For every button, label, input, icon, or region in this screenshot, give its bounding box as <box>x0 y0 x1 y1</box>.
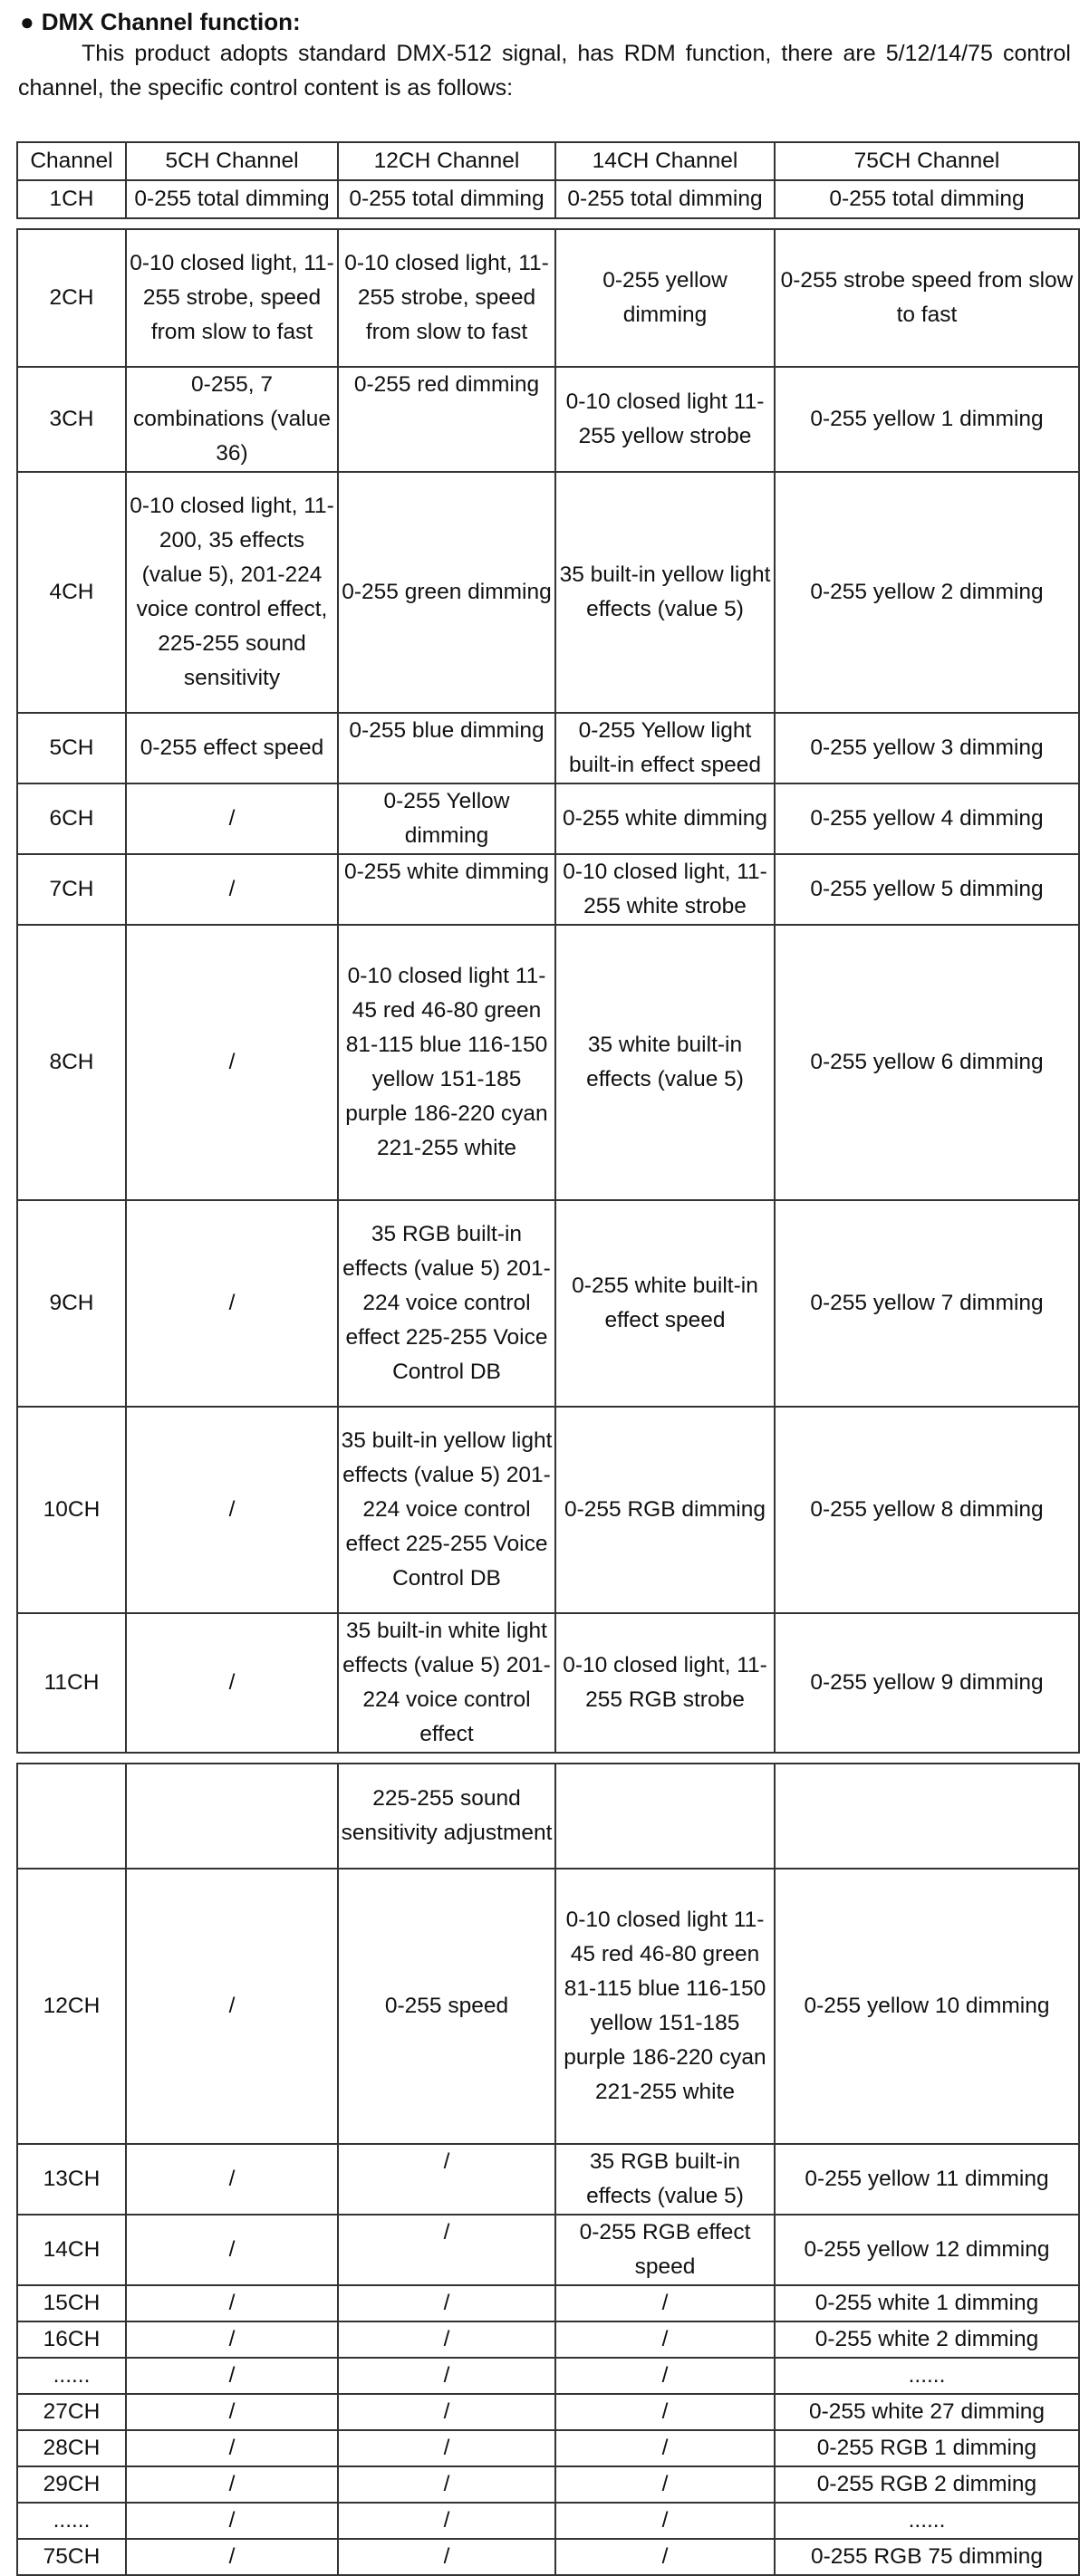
table-cell: 0-255 yellow 7 dimming <box>775 1200 1079 1407</box>
channel-cell: 4CH <box>17 472 126 713</box>
table-cell: 0-255, 7 combinations (value 36) <box>126 367 338 472</box>
table-row <box>17 1613 1079 1753</box>
table-cell: 0-255 RGB 2 dimming <box>775 2466 1079 2503</box>
table-row <box>17 2430 1079 2466</box>
header-cell: 5CH Channel <box>126 142 338 180</box>
table-row <box>17 2144 1079 2215</box>
table-cell: 35 RGB built-in effects (value 5) 201-224 voice control effect 225-255 Voice Control DB <box>338 1200 555 1407</box>
table-cell: 0-10 closed light, 11-255 strobe, speed from slow to fast <box>126 229 338 367</box>
table-cell: / <box>555 2539 775 2575</box>
section-heading <box>20 4 301 40</box>
channel-cell: 12CH <box>17 1869 126 2144</box>
table-cell: / <box>338 2503 555 2539</box>
table-cell: / <box>126 2358 338 2394</box>
table-cell: 0-255 white dimming <box>555 783 775 854</box>
table-cell: 0-255 total dimming <box>555 180 775 218</box>
header-cell: 12CH Channel <box>338 142 555 180</box>
channel-cell: 28CH <box>17 2430 126 2466</box>
table-cell: / <box>126 1407 338 1613</box>
table-row <box>17 2503 1079 2539</box>
table-cell: 0-255 white 27 dimming <box>775 2394 1079 2430</box>
table-row <box>17 2539 1079 2575</box>
table-cell: / <box>555 2503 775 2539</box>
table-cell: 0-255 green dimming <box>338 472 555 713</box>
channel-cell: 10CH <box>17 1407 126 1613</box>
table-gap <box>17 218 1079 229</box>
table-cell: / <box>338 2215 555 2285</box>
table-cell: / <box>338 2394 555 2430</box>
table-cell: 0-255 total dimming <box>126 180 338 218</box>
table-cell: / <box>555 2321 775 2358</box>
table-cell: / <box>555 2394 775 2430</box>
table-cell: 0-255 total dimming <box>775 180 1079 218</box>
table-cell: / <box>338 2466 555 2503</box>
channel-cell: 27CH <box>17 2394 126 2430</box>
table-cell: 0-255 blue dimming <box>338 713 555 783</box>
table-cell: 35 built-in yellow light effects (value 5) <box>555 472 775 713</box>
channel-cell: 11CH <box>17 1613 126 1753</box>
table-cell: / <box>126 1200 338 1407</box>
section-title: DMX Channel function: <box>41 8 301 35</box>
table-cell: / <box>338 2321 555 2358</box>
table-cell: ...... <box>775 2358 1079 2394</box>
table-cell: / <box>555 2466 775 2503</box>
channel-cell: 7CH <box>17 854 126 925</box>
header-cell: Channel <box>17 142 126 180</box>
table-cell: 0-10 closed light, 11-200, 35 effects (value 5), 201-224 voice control effect, 225-255 sound sensitivity <box>126 472 338 713</box>
table-cell: 0-255 yellow 11 dimming <box>775 2144 1079 2215</box>
table-cell: 0-255 Yellow light built-in effect speed <box>555 713 775 783</box>
header-cell: 14CH Channel <box>555 142 775 180</box>
table-cell: / <box>126 2539 338 2575</box>
table-cell: / <box>126 2285 338 2321</box>
channel-cell: 75CH <box>17 2539 126 2575</box>
channel-cell: 1CH <box>17 180 126 218</box>
table-cell: 0-10 closed light 11-45 red 46-80 green 81-115 blue 116-150 yellow 151-185 purple 186-220 cyan 221-255 white <box>555 1869 775 2144</box>
table-cell: 0-255 RGB 75 dimming <box>775 2539 1079 2575</box>
table-row <box>17 180 1079 218</box>
table-cell: ...... <box>775 2503 1079 2539</box>
channel-cell: ...... <box>17 2503 126 2539</box>
table-cell: 35 built-in white light effects (value 5) 201-224 voice control effect <box>338 1613 555 1753</box>
table-cell: 0-255 total dimming <box>338 180 555 218</box>
table-cell: 0-255 RGB 1 dimming <box>775 2430 1079 2466</box>
table-row <box>17 925 1079 1200</box>
header-cell: 75CH Channel <box>775 142 1079 180</box>
table-cell: / <box>555 2285 775 2321</box>
table-cell: 0-255 white built-in effect speed <box>555 1200 775 1407</box>
table-row <box>17 1764 1079 1869</box>
channel-cell: 6CH <box>17 783 126 854</box>
table-row <box>17 2215 1079 2285</box>
table-cell: 0-255 speed <box>338 1869 555 2144</box>
table-cell: 35 RGB built-in effects (value 5) <box>555 2144 775 2215</box>
table-cell: 225-255 sound sensitivity adjustment <box>338 1764 555 1869</box>
dmx-table-wrapper <box>16 141 1078 2576</box>
table-cell: / <box>338 2430 555 2466</box>
channel-cell <box>17 1764 126 1869</box>
channel-cell: 16CH <box>17 2321 126 2358</box>
table-cell: / <box>126 783 338 854</box>
table-cell: 35 built-in yellow light effects (value 5) 201-224 voice control effect 225-255 Voice Control DB <box>338 1407 555 1613</box>
table-cell: / <box>338 2144 555 2215</box>
table-cell: / <box>126 2321 338 2358</box>
table-cell: 0-255 yellow dimming <box>555 229 775 367</box>
channel-cell: 9CH <box>17 1200 126 1407</box>
table-cell: 0-255 RGB dimming <box>555 1407 775 1613</box>
table-cell: 0-255 strobe speed from slow to fast <box>775 229 1079 367</box>
table-row <box>17 854 1079 925</box>
table-row <box>17 713 1079 783</box>
table-cell: / <box>338 2539 555 2575</box>
channel-cell: ...... <box>17 2358 126 2394</box>
table-row <box>17 1200 1079 1407</box>
table-cell: 0-10 closed light 11-45 red 46-80 green 81-115 blue 116-150 yellow 151-185 purple 186-220 cyan 221-255 white <box>338 925 555 1200</box>
table-cell: / <box>126 854 338 925</box>
table-row <box>17 2394 1079 2430</box>
table-cell: 0-10 closed light, 11-255 RGB strobe <box>555 1613 775 1753</box>
table-cell: / <box>338 2358 555 2394</box>
table-cell: 0-255 yellow 10 dimming <box>775 1869 1079 2144</box>
table-cell: / <box>126 2466 338 2503</box>
dmx-channel-table <box>16 141 1080 2576</box>
table-cell: / <box>126 1613 338 1753</box>
table-cell: 0-255 yellow 1 dimming <box>775 367 1079 472</box>
table-row <box>17 472 1079 713</box>
table-row <box>17 2466 1079 2503</box>
table-cell <box>126 1764 338 1869</box>
table-cell: / <box>126 2503 338 2539</box>
gap-cell <box>17 1753 1079 1764</box>
table-cell: / <box>338 2285 555 2321</box>
table-cell: / <box>126 1869 338 2144</box>
table-cell: 0-255 yellow 5 dimming <box>775 854 1079 925</box>
table-gap <box>17 1753 1079 1764</box>
table-cell: 0-255 white dimming <box>338 854 555 925</box>
table-cell: 0-255 yellow 6 dimming <box>775 925 1079 1200</box>
table-cell: 0-255 yellow 2 dimming <box>775 472 1079 713</box>
table-row <box>17 783 1079 854</box>
table-body <box>17 180 1079 2575</box>
table-row <box>17 367 1079 472</box>
channel-cell: 3CH <box>17 367 126 472</box>
intro-paragraph: This product adopts standard DMX-512 signal, has RDM function, there are 5/12/14/75 control channel, the specific control content is as follows: <box>18 41 1071 101</box>
table-row <box>17 2321 1079 2358</box>
table-cell: 0-10 closed light, 11-255 white strobe <box>555 854 775 925</box>
table-cell: / <box>555 2430 775 2466</box>
table-cell: 0-10 closed light 11-255 yellow strobe <box>555 367 775 472</box>
table-cell: / <box>555 2358 775 2394</box>
table-row <box>17 2358 1079 2394</box>
channel-cell: 15CH <box>17 2285 126 2321</box>
channel-cell: 2CH <box>17 229 126 367</box>
table-cell: 0-255 white 2 dimming <box>775 2321 1079 2358</box>
table-cell: 0-255 yellow 3 dimming <box>775 713 1079 783</box>
channel-cell: 29CH <box>17 2466 126 2503</box>
table-cell: 0-255 Yellow dimming <box>338 783 555 854</box>
table-row <box>17 1869 1079 2144</box>
table-cell: 0-255 RGB effect speed <box>555 2215 775 2285</box>
table-cell: 0-255 yellow 4 dimming <box>775 783 1079 854</box>
channel-cell: 5CH <box>17 713 126 783</box>
bullet-icon: ● <box>20 8 34 35</box>
table-cell <box>775 1764 1079 1869</box>
table-cell: / <box>126 2215 338 2285</box>
table-cell: 0-10 closed light, 11-255 strobe, speed from slow to fast <box>338 229 555 367</box>
table-cell: 35 white built-in effects (value 5) <box>555 925 775 1200</box>
table-row <box>17 1407 1079 1613</box>
gap-cell <box>17 218 1079 229</box>
table-cell: / <box>126 2144 338 2215</box>
channel-cell: 13CH <box>17 2144 126 2215</box>
table-cell: 0-255 red dimming <box>338 367 555 472</box>
channel-cell: 8CH <box>17 925 126 1200</box>
table-cell: 0-255 white 1 dimming <box>775 2285 1079 2321</box>
table-cell: 0-255 yellow 12 dimming <box>775 2215 1079 2285</box>
table-row <box>17 2285 1079 2321</box>
table-header-row <box>17 142 1079 180</box>
table-cell: / <box>126 2394 338 2430</box>
table-cell: 0-255 effect speed <box>126 713 338 783</box>
table-cell <box>555 1764 775 1869</box>
channel-cell: 14CH <box>17 2215 126 2285</box>
table-cell: / <box>126 2430 338 2466</box>
table-cell: 0-255 yellow 8 dimming <box>775 1407 1079 1613</box>
table-cell: 0-255 yellow 9 dimming <box>775 1613 1079 1753</box>
table-row <box>17 229 1079 367</box>
table-cell: / <box>126 925 338 1200</box>
